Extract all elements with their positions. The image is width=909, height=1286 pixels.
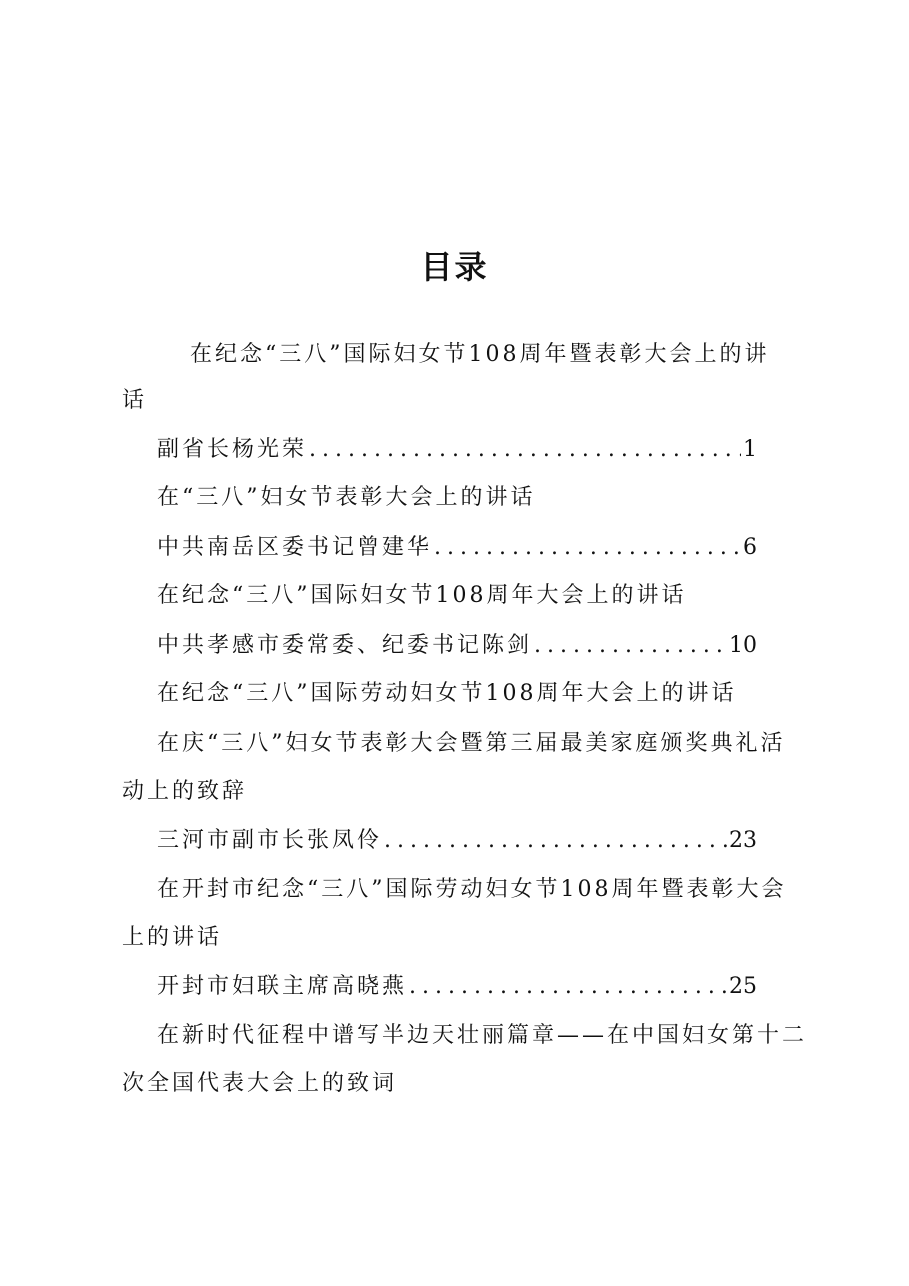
toc-entry-speaker: 三河市副市长张凤伶 xyxy=(157,828,383,853)
toc-entry-title-cont: 动上的致辞 xyxy=(122,779,248,804)
toc-entry-title: 在庆“三八”妇女节表彰大会暨第三届最美家庭颁奖典礼活 xyxy=(157,731,786,756)
toc-page-number: 1 xyxy=(743,437,757,462)
toc-leader-dots xyxy=(434,533,741,563)
toc-page-number: 6 xyxy=(743,535,757,560)
toc-leader-dots xyxy=(309,435,741,465)
toc-entry-title: 在纪念“三八”国际妇女节108周年大会上的讲话 xyxy=(157,583,687,608)
toc-entry-speaker: 中共南岳区委书记曾建华 xyxy=(157,535,433,560)
toc-page-number: 25 xyxy=(729,974,757,999)
toc-entry-title-cont: 话 xyxy=(122,388,148,413)
toc-page-number: 23 xyxy=(729,828,757,853)
toc-entry-speaker-line[interactable] xyxy=(157,631,757,661)
toc-entry-title-cont: 上的讲话 xyxy=(122,925,223,950)
toc-entry-speaker-line[interactable] xyxy=(157,826,757,856)
toc-entry-title: 在新时代征程中谱写半边天壮丽篇章——在中国妇女第十二 xyxy=(157,1023,808,1048)
toc-entry-speaker: 中共孝感市委常委、纪委书记陈剑 xyxy=(157,633,533,658)
toc-entry-title-cont: 次全国代表大会上的致词 xyxy=(122,1071,398,1096)
toc-entry-title: 在开封市纪念“三八”国际劳动妇女节108周年暨表彰大会 xyxy=(157,877,787,902)
toc-entry-title: 在纪念“三八”国际妇女节108周年暨表彰大会上的讲 xyxy=(190,342,770,367)
toc-title: 目录 xyxy=(420,248,489,286)
toc-entry-speaker: 副省长杨光荣 xyxy=(157,437,308,462)
toc-entry-title: 在纪念“三八”国际劳动妇女节108周年大会上的讲话 xyxy=(157,681,737,706)
toc-leader-dots xyxy=(384,826,727,856)
toc-page-number: 10 xyxy=(729,633,757,658)
toc-entry-title: 在“三八”妇女节表彰大会上的讲话 xyxy=(157,485,536,510)
toc-entry-speaker-line[interactable] xyxy=(157,972,757,1002)
toc-leader-dots xyxy=(534,631,727,661)
toc-entry-speaker-line[interactable] xyxy=(157,533,757,563)
toc-entry-speaker-line[interactable] xyxy=(157,435,757,465)
toc-leader-dots xyxy=(409,972,727,1002)
toc-entry-speaker: 开封市妇联主席高晓燕 xyxy=(157,974,408,999)
